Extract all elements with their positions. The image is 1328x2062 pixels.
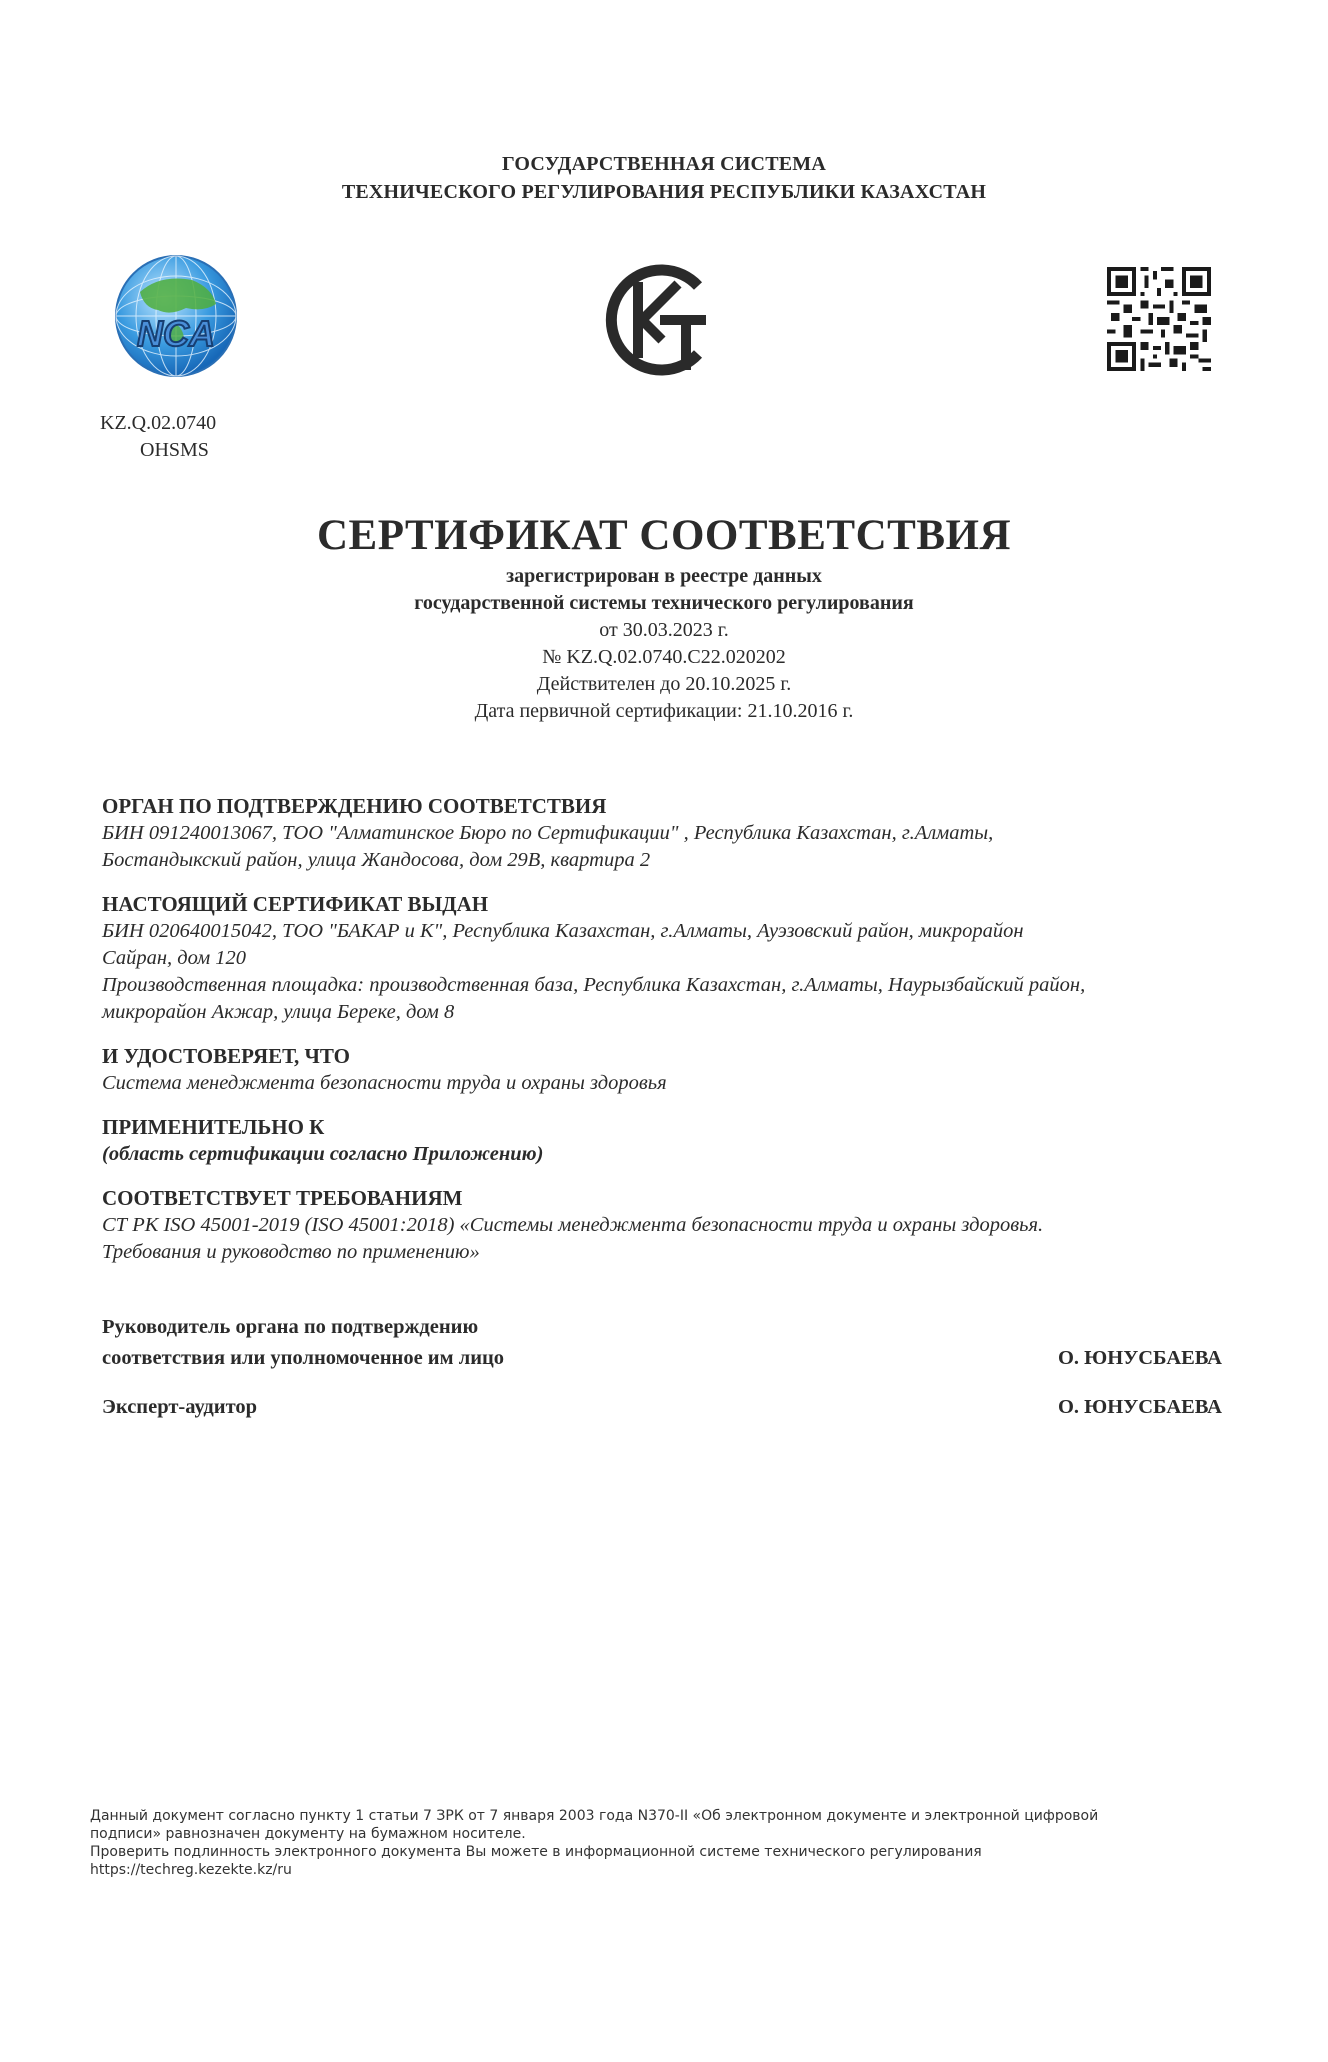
nca-logo (100, 252, 252, 384)
valid-until: Действителен до 20.10.2025 г. (536, 673, 792, 695)
registration-date: от 30.03.2023 г. (599, 619, 729, 641)
section-applicable-to (102, 1114, 1222, 1168)
nca-globe-icon (100, 252, 252, 384)
verification-link[interactable]: https://techreg.kezekte.kz/ru (90, 1862, 292, 1878)
kt-mark-icon (602, 258, 720, 382)
kt-conformity-mark (602, 258, 720, 382)
certificate-number: № KZ.Q.02.0740.C22.020202 (542, 646, 786, 668)
accreditation-type: OHSMS (140, 439, 209, 461)
issuer-header (0, 150, 1328, 206)
section-heading: НАСТОЯЩИЙ СЕРТИФИКАТ ВЫДАН (102, 892, 489, 916)
section-heading: И УДОСТОВЕРЯЕТ, ЧТО (102, 1044, 350, 1068)
registry-line-1: зарегистрирован в реестре данных (506, 565, 822, 587)
signature-head (102, 1312, 1222, 1374)
registry-line-2: государственной системы технического регулирования (414, 592, 914, 614)
section-text: Производственная площадка: производственная база, Республика Казахстан, г.Алматы, Наурызбайский район, (102, 974, 1086, 996)
header-line-1: ГОСУДАРСТВЕННАЯ СИСТЕМА (501, 153, 827, 175)
section-certification-body (102, 793, 1222, 874)
legal-footer (90, 1807, 1230, 1879)
section-text: Требования и руководство по применению» (102, 1241, 480, 1263)
section-text: Сайран, дом 120 (102, 947, 247, 969)
signature-head-label-line-2: соответствия или уполномоченное им лицо (102, 1347, 505, 1369)
signature-head-name: О. ЮНУСБАЕВА (1057, 1347, 1222, 1369)
qr-code-icon (1107, 267, 1211, 371)
section-text: БИН 020640015042, ТОО "БАКАР и К", Республика Казахстан, г.Алматы, Ауэзовский район, микрорайон (102, 920, 1024, 942)
signature-expert (102, 1392, 1222, 1423)
section-text: СТ РК ISO 45001-2019 (ISO 45001:2018) «Системы менеджмента безопасности труда и охраны здоровья. (102, 1214, 1044, 1236)
section-text: Бостандыкский район, улица Жандосова, дом 29В, квартира 2 (102, 849, 651, 871)
certificate-body (102, 793, 1222, 1283)
signature-head-label (102, 1312, 504, 1374)
qr-code (1107, 267, 1211, 371)
section-heading: ПРИМЕНИТЕЛЬНО К (102, 1115, 325, 1139)
first-certification-date: Дата первичной сертификации: 21.10.2016 г. (474, 700, 854, 722)
document-title: СЕРТИФИКАТ СООТВЕТСТВИЯ (317, 512, 1011, 559)
section-text: БИН 091240013067, ТОО "Алматинское Бюро по Сертификации" , Республика Казахстан, г.Алматы, (102, 822, 994, 844)
signature-expert-name: О. ЮНУСБАЕВА (1057, 1396, 1222, 1418)
signature-head-label-line-1: Руководитель органа по подтверждению (102, 1316, 479, 1338)
section-text: Система менеджмента безопасности труда и охраны здоровья (102, 1072, 667, 1094)
accreditation-code (100, 410, 216, 464)
accreditation-number: KZ.Q.02.0740 (100, 412, 217, 434)
svg-text:NCA: NCA (137, 313, 215, 354)
footer-line-3: Проверить подлинность электронного документа Вы можете в информационной системе технического регулирования (90, 1844, 982, 1860)
section-text: микрорайон Акжар, улица Береке, дом 8 (102, 1001, 455, 1023)
footer-line-1: Данный документ согласно пункту 1 статьи 7 ЗРК от 7 января 2003 года N370-II «Об электронном документе и электронной цифровой (90, 1808, 1099, 1824)
section-heading: СООТВЕТСТВУЕТ ТРЕБОВАНИЯМ (102, 1186, 463, 1210)
registration-info (0, 563, 1328, 725)
section-certifies (102, 1043, 1222, 1097)
section-heading: ОРГАН ПО ПОДТВЕРЖДЕНИЮ СООТВЕТСТВИЯ (102, 794, 607, 818)
header-line-2: ТЕХНИЧЕСКОГО РЕГУЛИРОВАНИЯ РЕСПУБЛИКИ КАЗАХСТАН (341, 181, 987, 203)
signature-expert-label: Эксперт-аудитор (102, 1396, 258, 1418)
footer-line-2: подписи» равнозначен документу на бумажном носителе. (90, 1826, 526, 1842)
section-requirements (102, 1185, 1222, 1266)
section-text: (область сертификации согласно Приложению) (102, 1143, 544, 1165)
section-issued-to (102, 891, 1222, 1026)
